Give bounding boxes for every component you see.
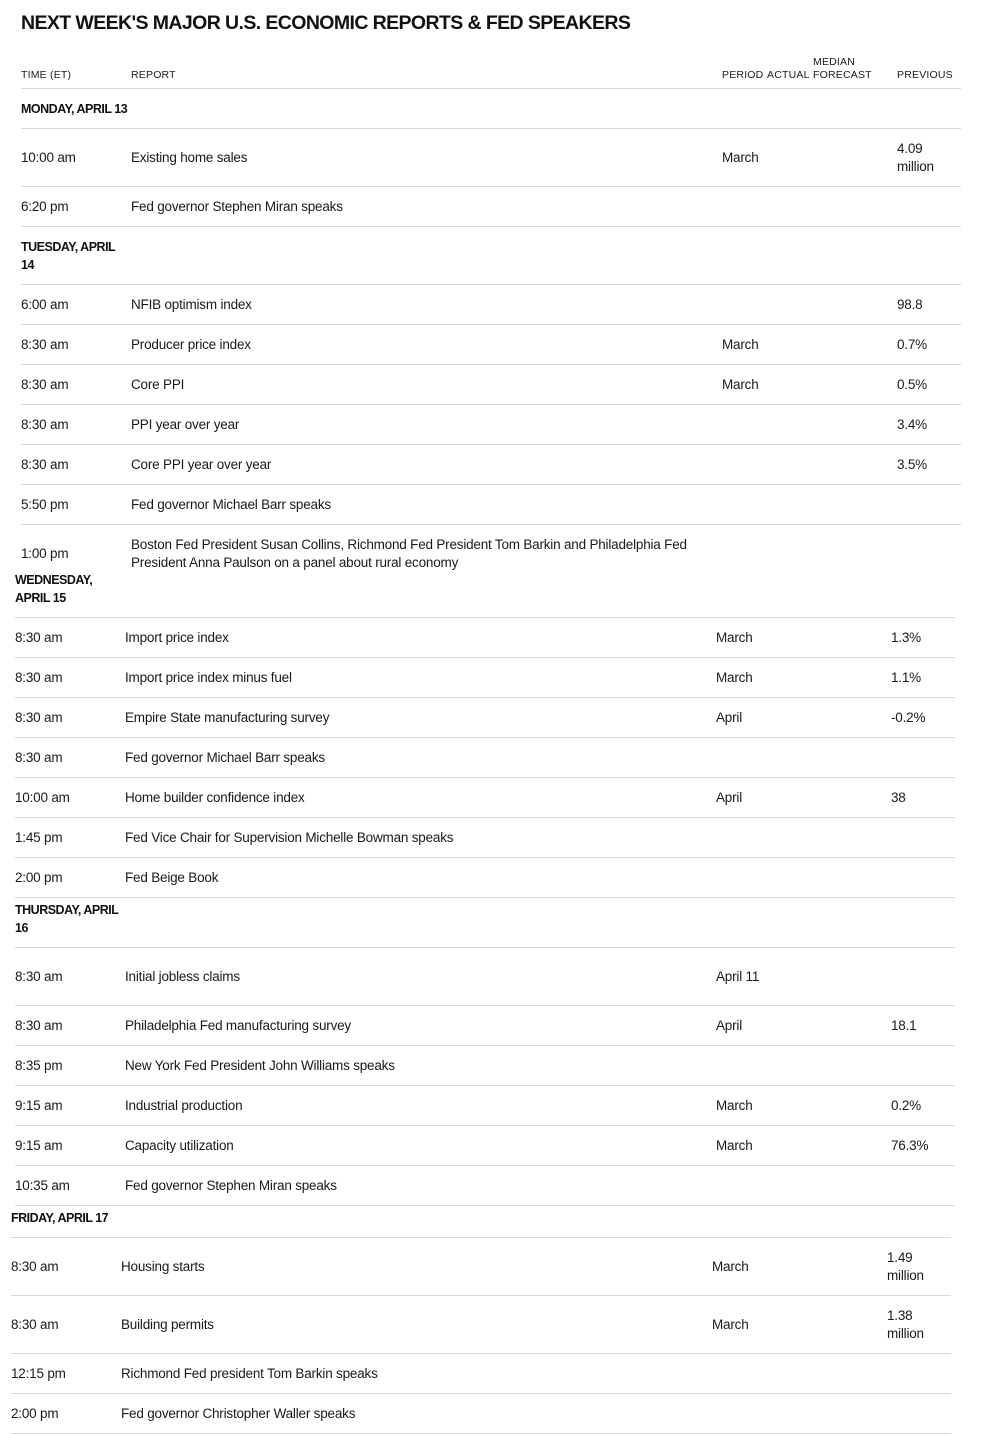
row-report-text: New York Fed President John Williams speaks — [125, 1057, 395, 1073]
row-time-text: 8:30 am — [21, 336, 69, 352]
row-previous-text: 38 — [891, 789, 906, 805]
row-report-text: Philadelphia Fed manufacturing survey — [125, 1017, 351, 1033]
row-time — [15, 1006, 115, 1045]
row-time — [21, 187, 121, 226]
row-previous — [887, 1394, 951, 1433]
row-report-text: Fed governor Christopher Waller speaks — [121, 1405, 356, 1421]
row-time — [21, 285, 121, 324]
row-previous — [891, 738, 955, 777]
table-row — [21, 445, 961, 485]
row-previous — [891, 1126, 955, 1165]
row-period-text: March — [716, 1097, 753, 1113]
row-period-text: April 11 — [716, 968, 760, 984]
row-time — [15, 948, 115, 1005]
row-time-text: 9:15 am — [15, 1097, 63, 1113]
row-report — [125, 1006, 705, 1045]
row-period-text: March — [716, 629, 753, 645]
day-label: WEDNESDAY, APRIL 15 — [15, 573, 93, 605]
row-previous — [891, 948, 955, 1005]
row-actual — [767, 365, 811, 404]
row-time-text: 10:00 am — [21, 149, 76, 165]
table-row — [15, 1046, 955, 1086]
row-report — [125, 1046, 705, 1085]
row-actual — [761, 1046, 805, 1085]
row-report — [125, 1126, 705, 1165]
row-previous — [897, 485, 961, 524]
day-header — [21, 227, 961, 285]
row-report-text: Building permits — [121, 1316, 214, 1332]
row-report-text: Fed Beige Book — [125, 869, 219, 885]
row-forecast — [803, 1354, 883, 1393]
row-forecast — [807, 948, 887, 1005]
row-actual — [757, 1238, 801, 1295]
row-time — [15, 738, 115, 777]
row-period — [722, 187, 766, 226]
table-row — [21, 285, 961, 325]
table-row — [15, 818, 955, 858]
row-actual — [761, 1086, 805, 1125]
row-actual — [767, 129, 811, 186]
row-time-text: 8:30 am — [15, 749, 63, 765]
table-header — [21, 50, 961, 89]
day-header — [11, 1199, 951, 1238]
row-time — [21, 405, 121, 444]
row-previous-text: 0.2% — [891, 1097, 921, 1113]
row-forecast — [813, 485, 893, 524]
row-report-text: Fed governor Stephen Miran speaks — [125, 1177, 337, 1193]
row-forecast — [807, 818, 887, 857]
row-actual — [761, 1126, 805, 1165]
row-previous-text: 1.38 million — [887, 1307, 924, 1341]
row-period-text: March — [716, 669, 753, 685]
row-period — [722, 485, 766, 524]
row-forecast — [807, 1006, 887, 1045]
row-period — [722, 325, 766, 364]
row-report — [131, 325, 711, 364]
table-row — [21, 365, 961, 405]
row-previous-text: 1.1% — [891, 669, 921, 685]
row-time — [21, 445, 121, 484]
schedule-table-part-1 — [21, 50, 961, 582]
row-period — [716, 738, 760, 777]
row-report — [125, 1086, 705, 1125]
row-forecast — [807, 698, 887, 737]
row-period — [722, 285, 766, 324]
row-report — [121, 1238, 701, 1295]
row-previous — [897, 187, 961, 226]
row-report-text: Housing starts — [121, 1258, 205, 1274]
row-actual — [761, 738, 805, 777]
row-report-text: Core PPI year over year — [131, 456, 272, 472]
row-actual — [761, 698, 805, 737]
row-time — [11, 1238, 111, 1295]
row-report — [131, 485, 711, 524]
row-previous-text: 4.09 million — [897, 140, 934, 174]
header-time: TIME (ET) — [21, 69, 72, 81]
row-report — [131, 445, 711, 484]
row-previous — [897, 445, 961, 484]
row-time-text: 1:45 pm — [15, 829, 63, 845]
row-report-text: Richmond Fed president Tom Barkin speaks — [121, 1365, 378, 1381]
row-forecast — [813, 129, 893, 186]
row-period — [722, 129, 766, 186]
table-row — [11, 1296, 951, 1354]
row-time — [15, 818, 115, 857]
row-time-text: 5:50 pm — [21, 496, 69, 512]
row-time-text: 6:00 am — [21, 296, 69, 312]
row-actual — [767, 285, 811, 324]
row-period — [712, 1238, 756, 1295]
row-previous — [887, 1238, 951, 1295]
day-label: MONDAY, APRIL 13 — [21, 101, 128, 116]
schedule-table-part-3 — [15, 890, 955, 1206]
table-row — [21, 485, 961, 525]
row-period — [712, 1296, 756, 1353]
row-previous — [891, 1006, 955, 1045]
row-report-text: Industrial production — [125, 1097, 243, 1113]
row-report — [125, 698, 705, 737]
row-forecast — [813, 405, 893, 444]
row-previous — [897, 129, 961, 186]
row-time — [21, 365, 121, 404]
row-previous-text: 3.4% — [897, 416, 927, 432]
row-time-text: 8:30 am — [15, 968, 63, 984]
row-previous — [891, 658, 955, 697]
row-report-text: Import price index minus fuel — [125, 669, 292, 685]
header-previous: PREVIOUS — [897, 69, 953, 81]
table-row — [15, 1126, 955, 1166]
row-time-text: 2:00 pm — [11, 1405, 59, 1421]
row-period — [716, 698, 760, 737]
table-row — [15, 698, 955, 738]
row-forecast — [807, 1126, 887, 1165]
row-previous-text: 18.1 — [891, 1017, 917, 1033]
row-forecast — [803, 1394, 883, 1433]
day-header — [21, 89, 961, 129]
row-actual — [757, 1354, 801, 1393]
row-time-text: 10:00 am — [15, 789, 70, 805]
row-previous-text: 0.7% — [897, 336, 927, 352]
header-period: PERIOD — [722, 69, 764, 81]
row-actual — [757, 1394, 801, 1433]
row-previous-text: 98.8 — [897, 296, 923, 312]
row-previous — [891, 618, 955, 657]
row-report — [125, 618, 705, 657]
row-time-text: 1:00 pm — [21, 545, 69, 561]
page-title: NEXT WEEK'S MAJOR U.S. ECONOMIC REPORTS & FED SPEAKERS — [21, 12, 631, 34]
row-time — [21, 129, 121, 186]
row-previous — [897, 325, 961, 364]
row-period — [716, 1126, 760, 1165]
row-actual — [761, 778, 805, 817]
row-time-text: 8:30 am — [21, 456, 69, 472]
row-time-text: 8:30 am — [11, 1258, 59, 1274]
table-row — [11, 1394, 951, 1434]
table-row — [21, 325, 961, 365]
row-actual — [761, 818, 805, 857]
row-time — [15, 1086, 115, 1125]
row-previous — [887, 1296, 951, 1353]
row-forecast — [807, 618, 887, 657]
row-actual — [761, 948, 805, 1005]
row-previous-text: 76.3% — [891, 1137, 929, 1153]
header-forecast: MEDIAN FORECAST — [813, 56, 872, 81]
row-previous — [897, 405, 961, 444]
row-report — [131, 129, 711, 186]
day-label: TUESDAY, APRIL 14 — [21, 239, 115, 272]
row-report — [121, 1354, 701, 1393]
row-actual — [767, 325, 811, 364]
row-time-text: 2:00 pm — [15, 869, 63, 885]
row-time-text: 8:35 pm — [15, 1057, 63, 1073]
row-report — [131, 405, 711, 444]
row-actual — [767, 187, 811, 226]
row-period — [712, 1394, 756, 1433]
row-time — [15, 658, 115, 697]
row-period-text: March — [722, 149, 759, 165]
row-previous-text: 1.3% — [891, 629, 921, 645]
row-period — [716, 948, 760, 1005]
row-period-text: March — [722, 336, 759, 352]
row-report-text: Initial jobless claims — [125, 968, 240, 984]
day-header — [15, 561, 955, 618]
row-report-text: Core PPI — [131, 376, 185, 392]
table-row — [15, 948, 955, 1006]
table-row — [21, 187, 961, 227]
day-label: THURSDAY, APRIL 16 — [15, 902, 119, 935]
row-period-text: March — [722, 376, 759, 392]
row-forecast — [807, 778, 887, 817]
row-actual — [767, 405, 811, 444]
row-previous — [891, 818, 955, 857]
schedule-table-part-4 — [11, 1199, 951, 1434]
row-time-text: 8:30 am — [15, 669, 63, 685]
row-report — [121, 1296, 701, 1353]
row-previous — [891, 1046, 955, 1085]
row-report-text: Boston Fed President Susan Collins, Richmond Fed President Tom Barkin and Philadelphia Fed President Anna Paulson on a panel about rural economy — [131, 536, 687, 570]
row-report-text: Home builder confidence index — [125, 789, 305, 805]
row-period-text: March — [712, 1258, 749, 1274]
row-report — [125, 658, 705, 697]
row-time — [21, 325, 121, 364]
row-actual — [761, 618, 805, 657]
row-time — [15, 1126, 115, 1165]
row-forecast — [807, 1086, 887, 1125]
row-period — [716, 1086, 760, 1125]
row-report — [125, 778, 705, 817]
row-report — [131, 285, 711, 324]
row-forecast — [807, 738, 887, 777]
row-period — [712, 1354, 756, 1393]
row-time — [11, 1394, 111, 1433]
row-report-text: Fed governor Michael Barr speaks — [125, 749, 325, 765]
schedule-table-part-2 — [15, 561, 955, 898]
row-time-text: 9:15 am — [15, 1137, 63, 1153]
row-actual — [767, 445, 811, 484]
row-report-text: Capacity utilization — [125, 1137, 234, 1153]
row-forecast — [813, 365, 893, 404]
row-period — [716, 818, 760, 857]
row-report — [125, 948, 705, 1005]
row-previous-text: 3.5% — [897, 456, 927, 472]
table-row — [15, 658, 955, 698]
table-row — [11, 1238, 951, 1296]
row-previous — [897, 365, 961, 404]
row-forecast — [813, 445, 893, 484]
row-report-text: Fed Vice Chair for Supervision Michelle Bowman speaks — [125, 829, 454, 845]
row-time-text: 6:20 pm — [21, 198, 69, 214]
row-forecast — [813, 285, 893, 324]
row-time — [15, 1046, 115, 1085]
row-report — [125, 738, 705, 777]
row-period-text: April — [716, 1017, 743, 1033]
header-report: REPORT — [131, 69, 176, 81]
row-actual — [757, 1296, 801, 1353]
row-time-text: 12:15 pm — [11, 1365, 66, 1381]
row-period — [722, 405, 766, 444]
row-report-text: Producer price index — [131, 336, 251, 352]
row-actual — [761, 1006, 805, 1045]
table-row — [15, 1006, 955, 1046]
table-row — [11, 1354, 951, 1394]
row-previous — [897, 285, 961, 324]
row-time — [21, 485, 121, 524]
table-row — [15, 618, 955, 658]
row-previous-text: 1.49 million — [887, 1249, 924, 1283]
row-time — [15, 698, 115, 737]
row-time-text: 8:30 am — [11, 1316, 59, 1332]
row-previous — [887, 1354, 951, 1393]
row-period — [722, 365, 766, 404]
row-period — [716, 778, 760, 817]
row-period — [716, 618, 760, 657]
row-period — [722, 445, 766, 484]
row-forecast — [813, 325, 893, 364]
row-report-text: Import price index — [125, 629, 229, 645]
row-report-text: NFIB optimism index — [131, 296, 252, 312]
row-previous — [891, 698, 955, 737]
row-period — [716, 1006, 760, 1045]
row-time-text: 10:35 am — [15, 1177, 70, 1193]
row-forecast — [803, 1238, 883, 1295]
row-forecast — [807, 658, 887, 697]
row-forecast — [807, 1046, 887, 1085]
row-period-text: March — [712, 1316, 749, 1332]
row-period — [716, 1046, 760, 1085]
table-row — [21, 129, 961, 187]
row-forecast — [813, 187, 893, 226]
row-time — [11, 1296, 111, 1353]
row-previous — [891, 1086, 955, 1125]
row-time — [15, 778, 115, 817]
row-period-text: April — [716, 709, 743, 725]
table-row — [15, 738, 955, 778]
row-forecast — [803, 1296, 883, 1353]
table-row — [21, 405, 961, 445]
row-period-text: April — [716, 789, 743, 805]
row-report — [121, 1394, 701, 1433]
row-report-text: Empire State manufacturing survey — [125, 709, 330, 725]
row-time-text: 8:30 am — [21, 416, 69, 432]
row-time — [15, 618, 115, 657]
row-time-text: 8:30 am — [15, 709, 63, 725]
row-report — [131, 365, 711, 404]
row-time-text: 8:30 am — [15, 629, 63, 645]
row-report-text: PPI year over year — [131, 416, 240, 432]
row-report-text: Existing home sales — [131, 149, 248, 165]
row-time — [11, 1354, 111, 1393]
day-header — [15, 890, 955, 948]
row-period — [716, 658, 760, 697]
table-row — [15, 778, 955, 818]
day-label: FRIDAY, APRIL 17 — [11, 1211, 109, 1225]
row-previous — [891, 778, 955, 817]
row-time-text: 8:30 am — [21, 376, 69, 392]
table-row — [15, 1086, 955, 1126]
row-previous-text: -0.2% — [891, 709, 926, 725]
row-previous-text: 0.5% — [897, 376, 927, 392]
row-actual — [761, 658, 805, 697]
row-actual — [767, 485, 811, 524]
row-report-text: Fed governor Michael Barr speaks — [131, 496, 331, 512]
row-report-text: Fed governor Stephen Miran speaks — [131, 198, 343, 214]
header-actual: ACTUAL — [767, 69, 810, 81]
row-report — [125, 818, 705, 857]
row-time-text: 8:30 am — [15, 1017, 63, 1033]
row-report — [131, 187, 711, 226]
row-period-text: March — [716, 1137, 753, 1153]
